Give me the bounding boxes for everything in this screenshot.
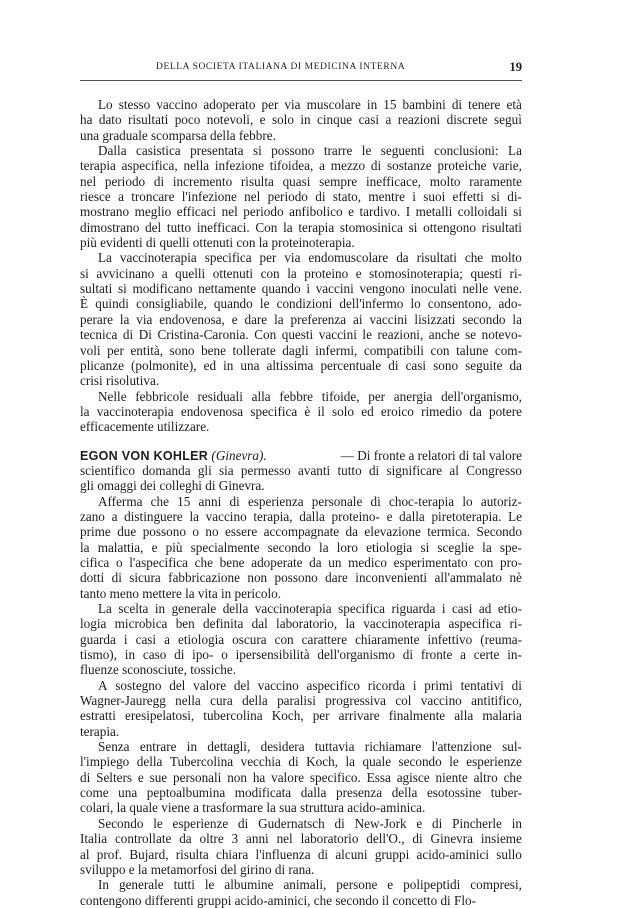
text-line: Afferma che 15 anni di esperienza personale di choc-terapia lo autoriz-	[98, 493, 522, 509]
paragraph	[80, 494, 522, 601]
text-line: più evidenti di quelli ottenuti con la proteinoterapia.	[80, 235, 355, 251]
text-line: la vaccinoterapia endovenosa specifica è il solo ed eroico rimedio da potere	[80, 403, 522, 419]
text-line: voli per entità, sono bene tollerate dagli infermi, compatibili con talune com-	[80, 342, 522, 358]
text-line: terapia.	[80, 723, 120, 739]
text-line: come una peptoalbumina modificata dalla presenza della esotossine tuber-	[80, 785, 522, 801]
speaker-line	[80, 448, 522, 463]
text-line: In generale tutti le albumine animali, persone e polipeptidi compresi,	[98, 877, 522, 893]
text-line: nel periodo di incremento risulta quasi sempre inefficace, molto raramente	[80, 173, 522, 189]
text-line: Italia controllate da oltre 3 anni nel laboratorio dell'O., di Ginevra insieme	[80, 831, 522, 847]
text-line: A sostegno del valore del vaccino aspecifico ricorda i primi tentativi di	[98, 677, 522, 693]
text-line: colari, la quale viene a trasformare la sua struttura acido-aminica.	[80, 800, 426, 816]
paragraph	[80, 739, 522, 816]
text-line: estratti eresipelatosi, tubercolina Koch, per arrivare finalmente alla malaria	[80, 708, 522, 724]
paragraph	[80, 97, 522, 143]
paragraph	[80, 143, 522, 250]
text-line: tanto meno mettere la vita in pericolo.	[80, 585, 282, 601]
text-line: guarda i casi a etiologia oscura con carattere chiaramente infettivo (reuma-	[80, 631, 522, 647]
speaker-place: (Ginevra).	[211, 447, 267, 463]
paragraph	[80, 389, 522, 435]
text-line: terapia aspecifica, nella infezione tifoidea, a mezzo di sostanze proteiche varie,	[80, 158, 522, 174]
text-line: perare la via endovenosa, e dare la preferenza ai vaccini lisizzati secondo la	[80, 311, 522, 327]
header-rule	[80, 80, 522, 81]
text-line: fluenze sconosciute, tossiche.	[80, 662, 237, 678]
text-line: zano a distinguere la vaccino terapia, dalla proteino- e dalla piretoterapia. Le	[80, 508, 522, 524]
text-line: Secondo le esperienze di Gudernatsch di New-Jork e di Pincherle in	[98, 815, 522, 831]
paragraph	[80, 678, 522, 739]
text-line: efficacemente utilizzare.	[80, 419, 210, 435]
text-line: Wagner-Jauregg nella cura della paralisi progressiva col vaccino antitifico,	[80, 693, 522, 709]
text-line: scientifico domanda gli sia permesso avanti tutto di significare al Congresso	[80, 462, 522, 478]
text-line: Dalla casistica presentata si possono trarre le seguenti conclusioni: La	[98, 143, 522, 159]
running-header	[80, 60, 522, 80]
text-line: l'impiego della Tubercolina vecchia di Koch, la quale secondo le esperienze	[80, 754, 522, 770]
paragraph	[80, 877, 522, 908]
paragraph	[80, 601, 522, 678]
article-body	[80, 97, 522, 908]
text-line: dimostrano del tutto inefficaci. Con la terapia stomosinica si ottengono risultati	[80, 219, 522, 235]
paragraph	[80, 463, 522, 494]
text-line: sultati si modificano nettamente quando i vaccini vengono inoculati nelle vene.	[80, 281, 522, 297]
text-line: cifica o l'aspecifica che bene adoperate da un medico esperimentato con pro-	[80, 554, 522, 570]
text-line: dotti di sicura fabbricazione non possono dare inconvenienti all'ammalato nè	[80, 570, 522, 586]
text-line: tecnica di Di Cristina-Caronia. Con questi vaccini le reazioni, anche se notevo-	[80, 327, 522, 343]
text-line: sviluppo e la metamorfosi del girino di rana.	[80, 861, 315, 877]
text-line: una graduale scomparsa della febbre.	[80, 127, 276, 143]
text-line: si avvicinano a quelli ottenuti con la proteino e stomosinoterapia; questi ri-	[80, 265, 522, 281]
speaker-name: EGON VON KOHLER	[80, 448, 209, 463]
text-line: tismo), in caso di ipo- o ipersensibilità dell'organismo di fronte a certe in-	[80, 647, 522, 663]
section-gap	[80, 435, 522, 448]
text-line: Nelle febbricole residuali alla febbre tifoide, per anergia dell'organismo,	[98, 388, 522, 404]
text-line: È quindi consigliabile, quando le condizioni dell'infermo lo consentono, ado-	[80, 296, 522, 312]
text-line: Lo stesso vaccino adoperato per via muscolare in 15 bambini di tenere età	[98, 97, 522, 112]
text-line: la malattia, e più specialmente secondo la loro etiologia si sceglie la spe-	[80, 539, 522, 555]
speaker-heading	[80, 448, 267, 463]
paragraph	[80, 816, 522, 877]
text-line: al prof. Bujard, risulta chiara l'influenza di alcuni gruppi acido-aminici sullo	[80, 846, 522, 862]
text-line: ha dato risultati poco notevoli, e solo in cinque casi a reazioni discrete seguì	[80, 112, 522, 128]
text-line: plicanze (polmonite), ed in una altissima percentuale di casi sono seguite da	[80, 357, 522, 373]
speaker-line-text: — Di fronte a relatori di tal valore	[340, 447, 522, 463]
running-head: DELLA SOCIETA ITALIANA DI MEDICINA INTERNA	[156, 62, 406, 72]
text-line: di Selters e sue personali non ha valore specifico. Essa agisce niente altro che	[80, 769, 522, 785]
text-line: Senza entrare in dettagli, desidera tuttavia richiamare l'attenzione sul-	[98, 739, 522, 755]
text-line: La scelta in generale della vaccinoterapia specifica riguarda i casi ad etio-	[98, 601, 522, 616]
text-line: mostrano meglio efficaci nel periodo anfibolico e tardivo. I metalli colloidali si	[80, 204, 522, 220]
page-number: 19	[509, 60, 522, 74]
text-line: gli omaggi dei colleghi di Ginevra.	[80, 478, 265, 494]
text-line: crisi risolutiva.	[80, 373, 160, 389]
text-line: prime due possono o no essere accompagnate da elevazione termica. Secondo	[80, 524, 522, 540]
text-line: riesce a troncare l'infezione nel periodo di stato, mentre i suoi effetti si di-	[80, 189, 522, 205]
paragraph	[80, 250, 522, 388]
text-line: logia microbica ben definita dal laboratorio, la vaccinoterapia aspecifica ri-	[80, 616, 522, 632]
text-line: La vaccinoterapia specifica per via endomuscolare da risultati che molto	[98, 250, 522, 266]
text-line: contengono differenti gruppi acido-aminici, che secondo il concetto di Flo-	[80, 892, 476, 908]
